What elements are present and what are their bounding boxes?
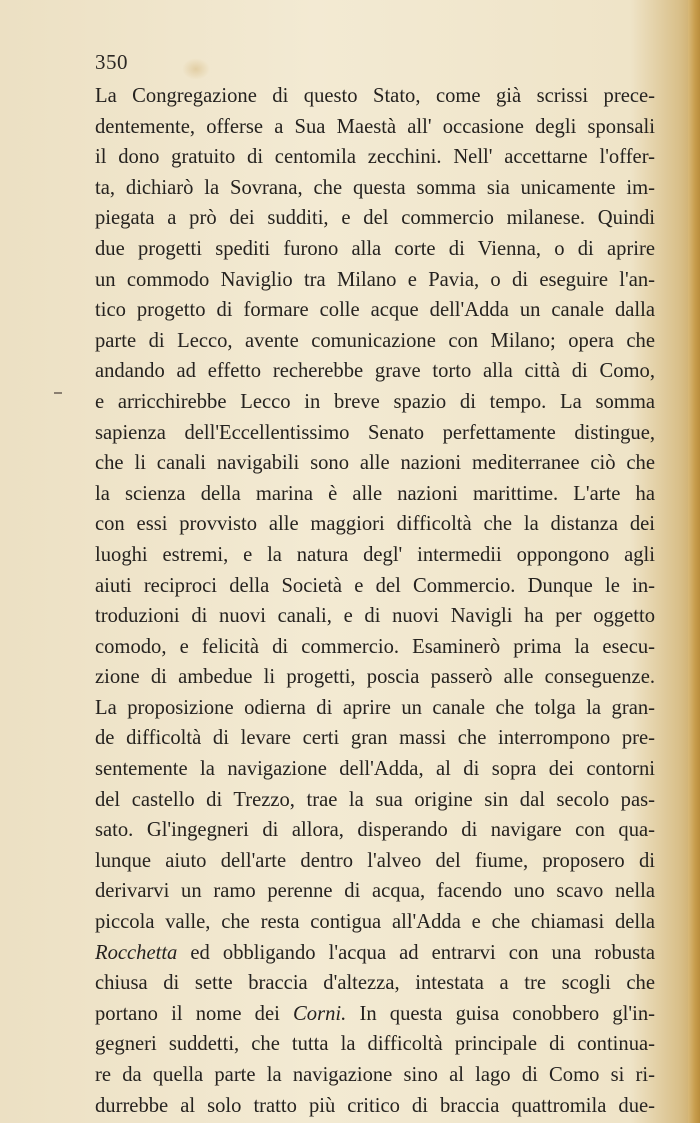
text-line: parte di Lecco, avente comunicazione con Milano; opera che (95, 329, 655, 352)
text-line: comodo, e felicità di commercio. Esaminerò prima la esecu- (95, 635, 655, 658)
text-line-italic (95, 999, 655, 1030)
text-line: ta, dichiarò la Sovrana, che questa somma sia unicamente im- (95, 176, 655, 199)
text-segment: In questa guisa conobbero gl'in- (346, 1002, 655, 1025)
text-line: sato. Gl'ingegneri di allora, disperando di navigare con qua- (95, 819, 655, 842)
text-line: chiusa di sette braccia d'altezza, intestata a tre scogli che (95, 972, 655, 995)
text-line: tico progetto di formare colle acque dell'Adda un canale dalla (95, 299, 655, 322)
text-line: andando ad effetto recherebbe grave torto alla città di Como, (95, 360, 655, 383)
text-segment: portano il nome dei (95, 1002, 294, 1025)
text-line: del castello di Trezzo, trae la sua origine sin dal secolo pas- (95, 788, 655, 811)
italic-segment: Corni. (293, 1002, 347, 1025)
text-line: la scienza della marina è alle nazioni marittime. L'arte ha (95, 482, 655, 505)
paper-stain (182, 58, 210, 80)
margin-mark (54, 392, 62, 394)
text-line: durrebbe al solo tratto più critico di braccia quattromila due- (95, 1094, 655, 1117)
text-line: re da quella parte la navigazione sino al lago di Como si ri- (95, 1064, 655, 1086)
text-line: il dono gratuito di centomila zecchini. Nell' accettarne l'offer- (95, 146, 655, 169)
text-line: dentemente, offerse a Sua Maestà all' occasione degli sponsali (95, 115, 655, 138)
text-line: sapienza dell'Eccellentissimo Senato perfettamente distingue, (95, 421, 655, 444)
text-line: lunque aiuto dell'arte dentro l'alveo del fiume, proposero di (95, 849, 655, 872)
text-line: che li canali navigabili sono alle nazioni mediterranee ciò che (95, 452, 655, 475)
italic-segment: Rocchetta (95, 941, 178, 964)
text-segment: ed obbligando l'acqua ad entrarvi con una robusta (177, 941, 655, 964)
text-line: un commodo Naviglio tra Milano e Pavia, o di eseguire l'an- (95, 268, 655, 291)
text-line: due progetti spediti furono alla corte di Vienna, o di aprire (95, 237, 655, 260)
text-line: luoghi estremi, e la natura degl' intermedii oppongono agli (95, 543, 655, 566)
text-line: derivarvi un ramo perenne di acqua, facendo uno scavo nella (95, 880, 655, 903)
body-text (95, 81, 655, 1121)
text-line: zione di ambedue li progetti, poscia passerò alle conseguenze. (95, 666, 655, 689)
text-line: piegata a prò dei sudditi, e del commercio milanese. Quindi (95, 207, 655, 230)
text-line: de difficoltà di levare certi gran massi che interrompono pre- (95, 727, 655, 750)
page-number: 350 (95, 50, 128, 74)
text-line: e arricchirebbe Lecco in breve spazio di tempo. La somma (95, 390, 655, 413)
text-line-italic (95, 938, 655, 969)
text-line: La proposizione odierna di aprire un canale che tolga la gran- (95, 696, 655, 719)
text-line: sentemente la navigazione dell'Adda, al di sopra dei contorni (95, 758, 655, 781)
text-line: con essi provvisto alle maggiori difficoltà che la distanza dei (95, 513, 655, 536)
text-line: aiuti reciproci della Società e del Commercio. Dunque le in- (95, 574, 655, 597)
text-line: troduzioni di nuovi canali, e di nuovi Navigli ha per oggetto (95, 605, 655, 628)
text-line: gegneri suddetti, che tutta la difficoltà principale di continua- (95, 1033, 655, 1056)
page-edge (688, 0, 700, 1123)
text-line: piccola valle, che resta contigua all'Adda e che chiamasi della (95, 911, 655, 934)
text-line: La Congregazione di questo Stato, come già scrissi prece- (95, 85, 655, 107)
